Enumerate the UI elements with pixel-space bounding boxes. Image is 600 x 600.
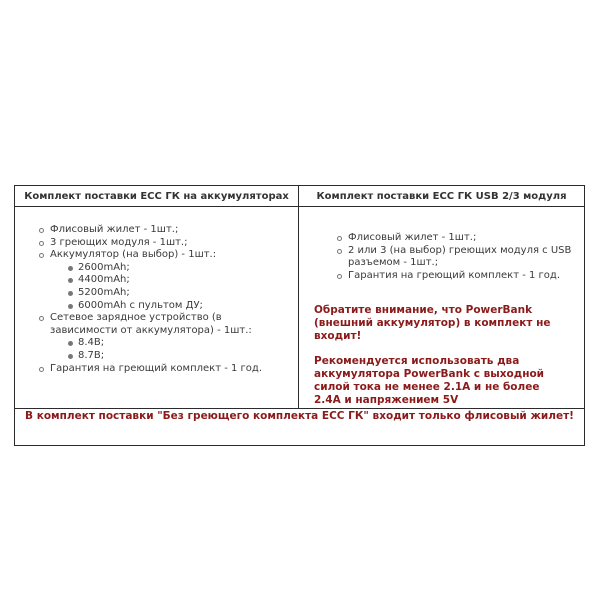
list-item-text: Флисовый жилет - 1шт.; [50,224,179,235]
list-item-text: Аккумулятор (на выбор) - 1шт.: [50,249,217,261]
sub-list-item: 5200mAh; [50,287,291,300]
right-item-list [334,232,575,282]
sub-list-item: 4400mAh; [50,274,291,287]
list-item: Флисовый жилет - 1шт.; [334,232,575,245]
right-header: Комплект поставки ЕСС ГК USB 2/3 модуля [299,186,585,207]
left-cell [15,207,299,409]
footer-row [15,409,585,446]
list-item-text: Сетевое зарядное устройство (в зависимости от аккумулятора) - 1шт.: [50,312,252,336]
left-item-list [36,224,291,375]
sub-list-item: 6000mAh с пультом ДУ; [50,300,291,313]
delivery-set-table [14,185,585,446]
sub-list-item: 8.4В; [50,337,291,350]
left-header: Комплект поставки ЕСС ГК на аккумуляторах [15,186,299,207]
sub-list-item: 8.7В; [50,350,291,363]
powerbank-notice: Обратите внимание, что PowerBank (внешний аккумулятор) в комплект не входит! [314,304,551,343]
list-item-text: Гарантия на греющий комплект - 1 год. [50,362,262,374]
charger-options-list [50,337,291,362]
list-item [36,363,291,376]
list-item [36,249,291,312]
list-item [36,237,291,250]
right-cell [299,207,585,409]
footer-note: В комплект поставки "Без греющего комплекта ЕСС ГК" входит только флисовый жилет! [15,409,585,446]
list-item: 2 или 3 (на выбор) греющих модуля с USB разъемом - 1шт.; [334,245,575,270]
content-row [15,207,585,409]
list-item [36,224,291,237]
list-item [36,312,291,362]
battery-options-list [50,262,291,312]
powerbank-recommendation: Рекомендуется использовать два аккумулятора PowerBank с выходной силой тока не менее 2.1А и не более 2.4А и напряжением 5V [314,355,545,407]
header-row [15,186,585,207]
list-item: Гарантия на греющий комплект - 1 год. [334,270,575,283]
list-item-text: 3 греющих модуля - 1шт.; [50,236,188,248]
sub-list-item: 2600mAh; [50,262,291,275]
